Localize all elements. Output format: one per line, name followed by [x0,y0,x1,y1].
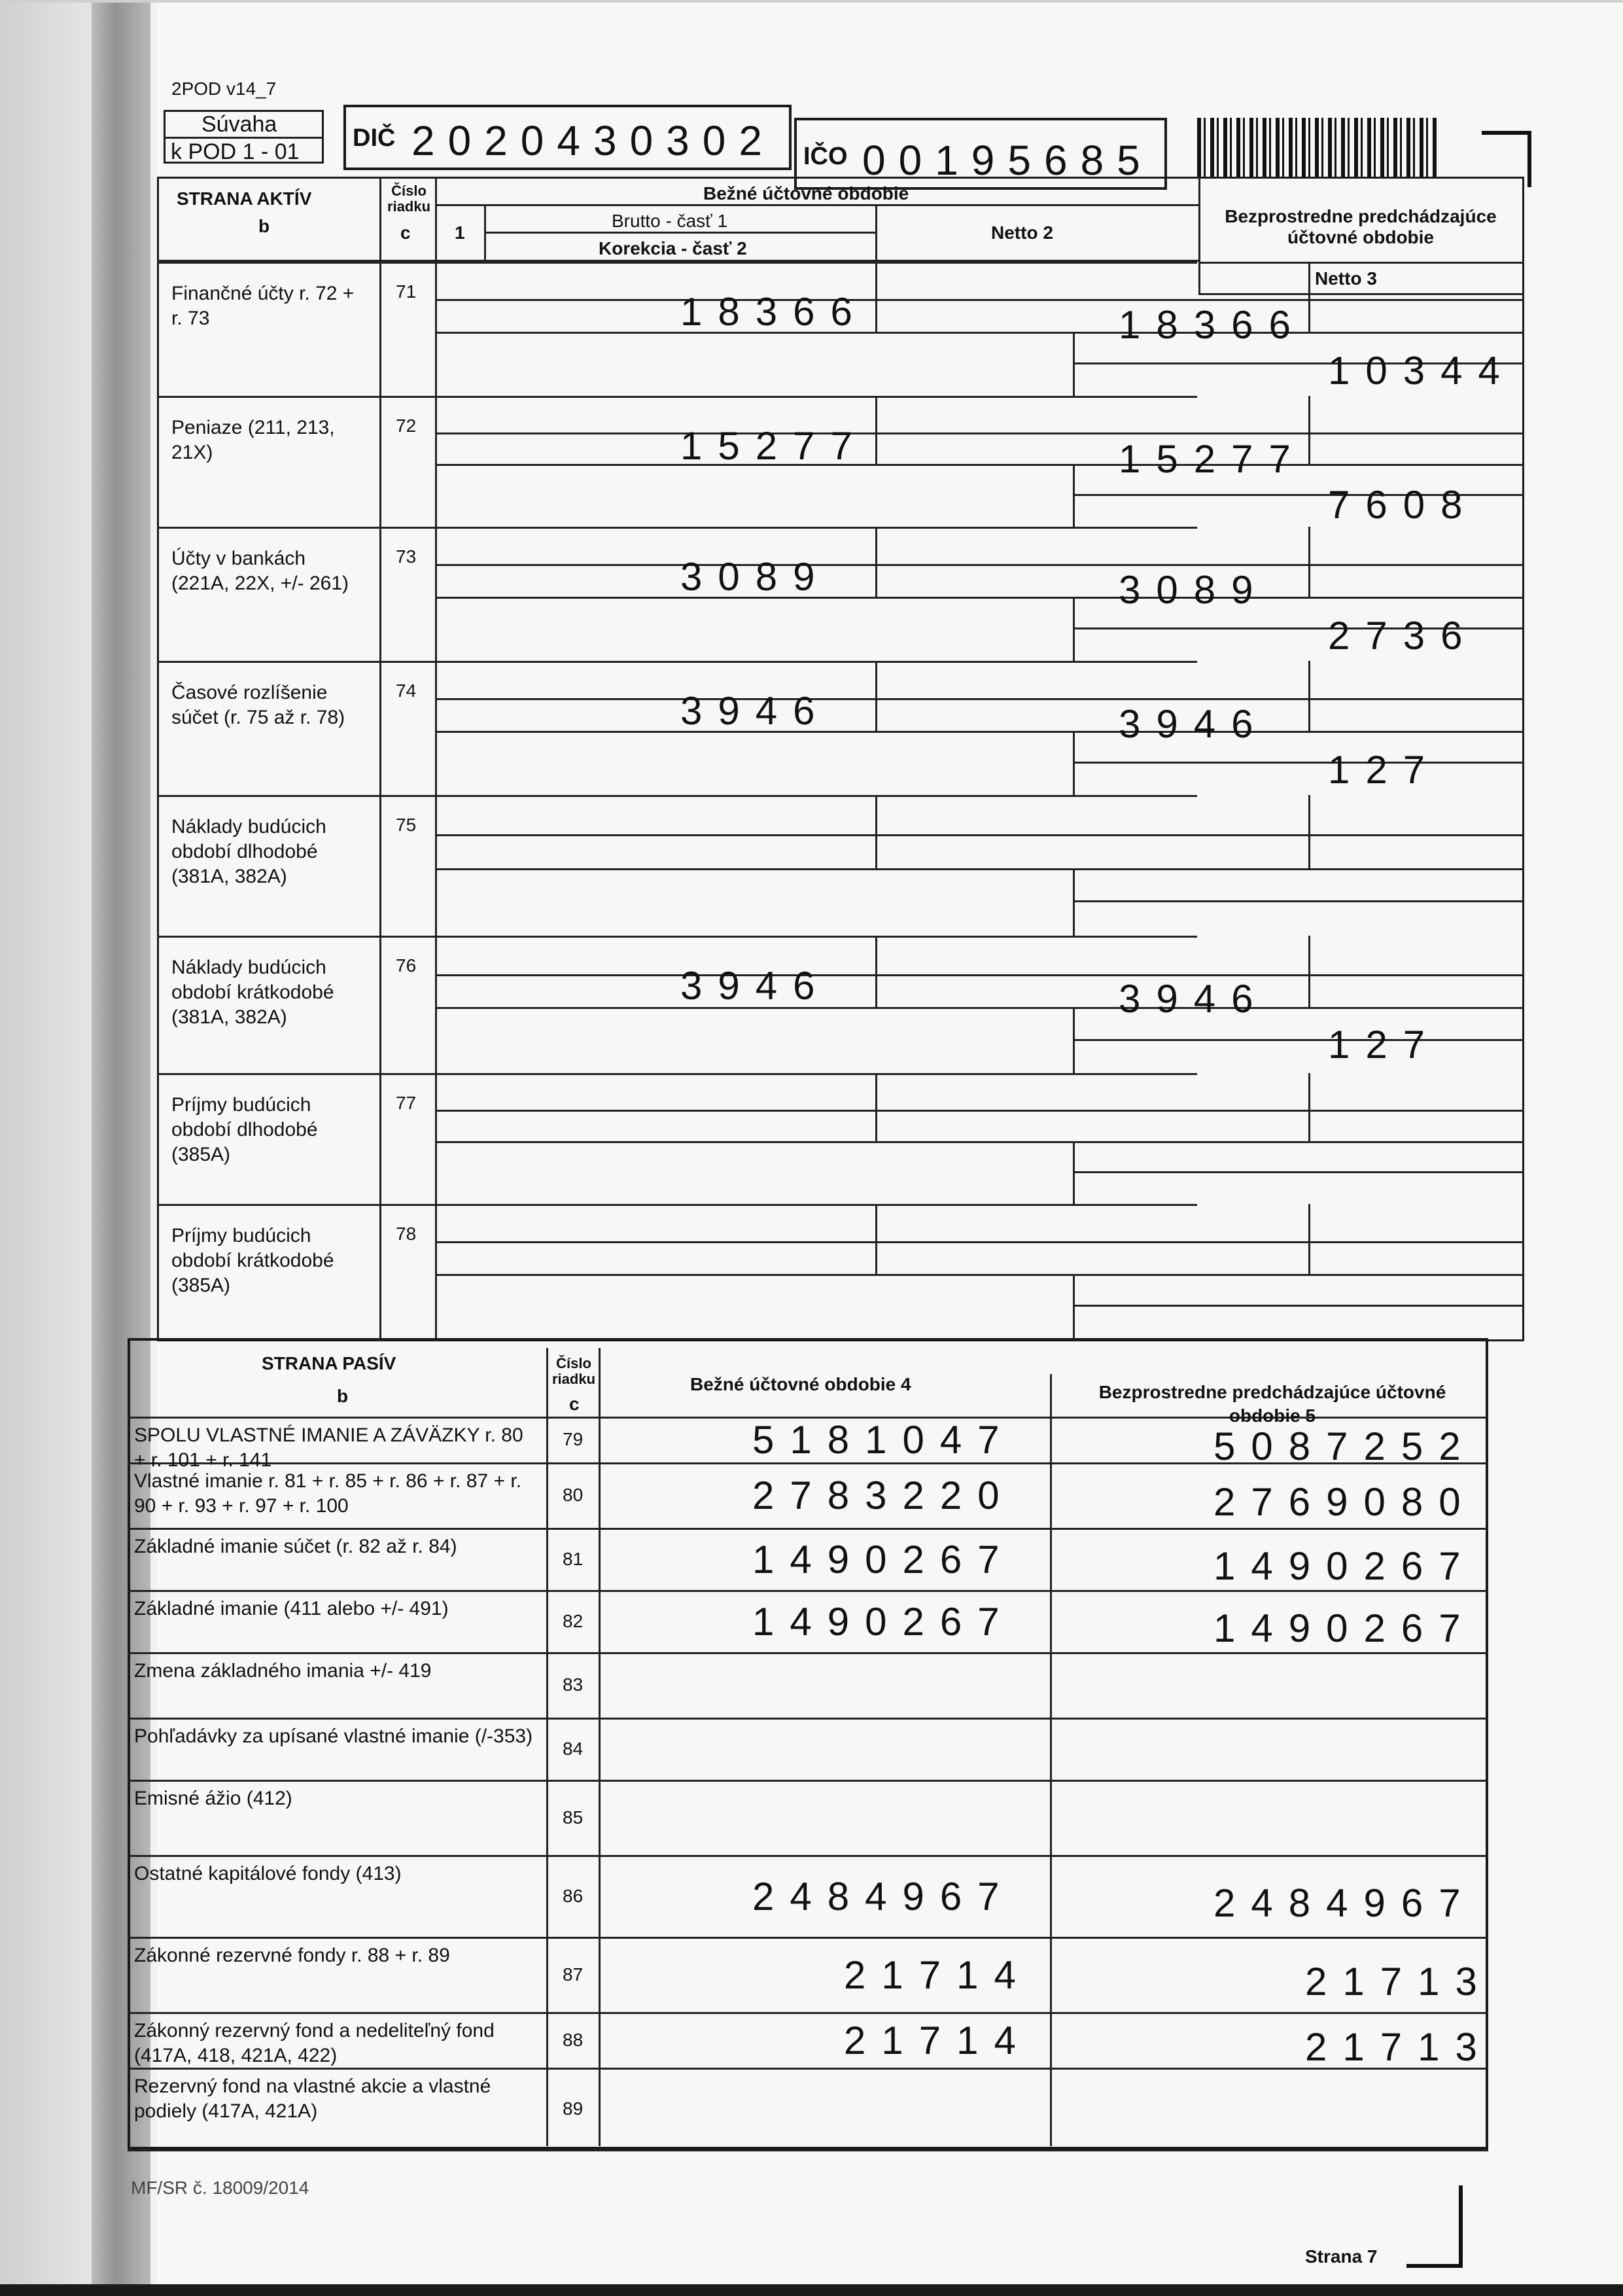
assets-prev-value: 127 [1328,1023,1441,1067]
assets-row-label: Účty v bankách (221A, 22X, +/- 261) [171,548,349,594]
assets-row-number: 73 [396,546,417,567]
assets-row-number: 77 [396,1093,417,1113]
liab-current-value: 1490267 [752,1538,1015,1581]
liab-prev-value: 5087252 [1213,1424,1476,1468]
liab-prev-value: 21713 [1305,2025,1493,2069]
liab-row-label: Základné imanie súčet (r. 82 až r. 84) [134,1536,457,1557]
assets-row-label: Náklady budúcich období dlhodobé (381A, 382A) [171,816,326,887]
assets-col-row: Číslo riadku [387,183,431,215]
assets-row-number: 76 [396,955,417,976]
assets-col-row-letter: c [400,222,411,243]
assets-brutto-value: 3089 [680,555,831,599]
assets-brutto-value: 3946 [680,964,831,1008]
liab-prev-value: 1490267 [1213,1544,1476,1588]
liab-row-label: Zákonné rezervné fondy r. 88 + r. 89 [134,1945,450,1966]
section-title: Súvaha [201,112,277,137]
liab-current-value: 5181047 [752,1418,1015,1462]
dic-value: 2020430302 [411,117,775,164]
liab-prev-value: 2769080 [1213,1480,1476,1524]
assets-row-number: 72 [396,415,417,436]
liab-current-value: 21714 [844,2019,1032,2062]
liab-prev-value: 2484967 [1213,1881,1476,1925]
liab-current-value: 21714 [844,1953,1032,1997]
assets-brutto-value: 3946 [680,689,831,733]
liab-row-label: SPOLU VLASTNÉ IMANIE A ZÁVÄZKY r. 80 + r. 101 + r. 141 [134,1424,523,1471]
assets-row-number: 74 [396,680,417,701]
liab-row-label: Zmena základného imania +/- 419 [134,1660,432,1682]
liab-row-number: 84 [563,1739,584,1759]
assets-netto-value: 18366 [1119,303,1306,347]
liab-row-number: 85 [563,1807,584,1828]
assets-brutto-value: 18366 [680,290,868,334]
assets-row-label: Peniaze (211, 213, 21X) [171,417,335,463]
liab-col-side: STRANA PASÍV [262,1353,396,1373]
page-top-edge [0,0,1623,3]
assets-col-brutto: Brutto - časť 1 [612,211,728,231]
liab-row-label: Emisné ážio (412) [134,1788,292,1809]
form-code: 2POD v14_7 [171,79,277,99]
page-number: Strana 7 [1305,2246,1378,2267]
scan-bottom-edge [0,2284,1623,2296]
liab-row-label: Zákonný rezervný fond a nedeliteľný fond (417A, 418, 421A, 422) [134,2020,495,2066]
assets-row-label: Príjmy budúcich období dlhodobé (385A) [171,1094,318,1165]
assets-netto-value: 3946 [1119,702,1269,746]
assets-row-number: 78 [396,1224,417,1244]
section-box [164,110,324,164]
liab-row-number: 86 [563,1886,584,1906]
liab-prev-value: 21713 [1305,1960,1493,2004]
assets-row-number: 75 [396,815,417,835]
assets-row-number: 71 [396,281,417,302]
liab-row-number: 82 [563,1611,584,1631]
liab-row-number: 79 [563,1429,584,1449]
liab-row-number: 88 [563,2030,584,2050]
liab-col-row-letter: c [569,1394,580,1414]
liab-row-label: Ostatné kapitálové fondy (413) [134,1863,402,1884]
assets-col-marker: 1 [455,222,465,243]
liab-prev-value: 1490267 [1213,1606,1476,1650]
liab-row-label: Základné imanie (411 alebo +/- 491) [134,1598,449,1619]
assets-col-prev: Bezprostredne predchádzajúce účtovné obdobie [1225,206,1497,247]
liab-row-number: 83 [563,1674,584,1695]
liab-row-number: 87 [563,1964,584,1985]
liab-col-prev: Bezprostredne predchádzajúce účtovné obdobie 5 [1098,1382,1446,1426]
liab-row-label: Rezervný fond na vlastné akcie a vlastné podiely (417A, 421A) [134,2075,491,2122]
section-code: k POD 1 - 01 [171,139,300,164]
liab-row-number: 89 [563,2098,584,2119]
assets-prev-value: 127 [1328,748,1441,792]
assets-row-label: Náklady budúcich období krátkodobé (381A, 382A) [171,957,334,1028]
assets-col-netto3: Netto 3 [1315,268,1377,289]
ministry-reference: MF/SR č. 18009/2014 [131,2178,309,2198]
assets-col-netto2: Netto 2 [991,222,1053,243]
assets-row-label: Príjmy budúcich období krátkodobé (385A) [171,1225,334,1296]
assets-row-label: Finančné účty r. 72 + r. 73 [171,283,355,329]
assets-col-side-letter: b [258,216,270,236]
liab-col-current: Bežné účtovné obdobie 4 [690,1374,911,1394]
ico-label: IČO [803,143,848,170]
assets-row-label: Časové rozlíšenie súčet (r. 75 až r. 78) [171,682,345,728]
barcode-image [1197,118,1439,177]
liab-row-label: Pohľadávky za upísané vlastné imanie (/-353) [134,1725,533,1747]
assets-prev-value: 2736 [1328,614,1478,658]
assets-brutto-value: 15277 [680,424,868,468]
assets-col-current: Bežné účtovné obdobie [703,183,909,203]
dic-box [343,105,792,170]
assets-col-side: STRANA AKTÍV [177,188,312,209]
liab-row-number: 81 [563,1549,584,1569]
assets-netto-value: 3946 [1119,977,1269,1021]
liab-col-side-letter: b [337,1386,349,1406]
assets-col-korekcia: Korekcia - časť 2 [599,238,747,258]
liab-current-value: 2484967 [752,1875,1015,1918]
liab-current-value: 1490267 [752,1600,1015,1644]
assets-prev-value: 7608 [1328,483,1478,527]
liab-current-value: 2783220 [752,1474,1015,1517]
assets-netto-value: 15277 [1119,437,1306,481]
assets-prev-value: 10344 [1328,349,1516,393]
liab-row-number: 80 [563,1485,584,1505]
liab-col-row: Číslo riadku [551,1355,596,1387]
assets-netto-value: 3089 [1119,568,1269,612]
ico-value: 00195685 [862,137,1153,184]
liab-row-label: Vlastné imanie r. 81 + r. 85 + r. 86 + r. 87 + r. 90 + r. 93 + r. 97 + r. 100 [134,1470,522,1517]
dic-label: DIČ [353,124,396,152]
corner-mark-bottom [1406,2185,1463,2268]
